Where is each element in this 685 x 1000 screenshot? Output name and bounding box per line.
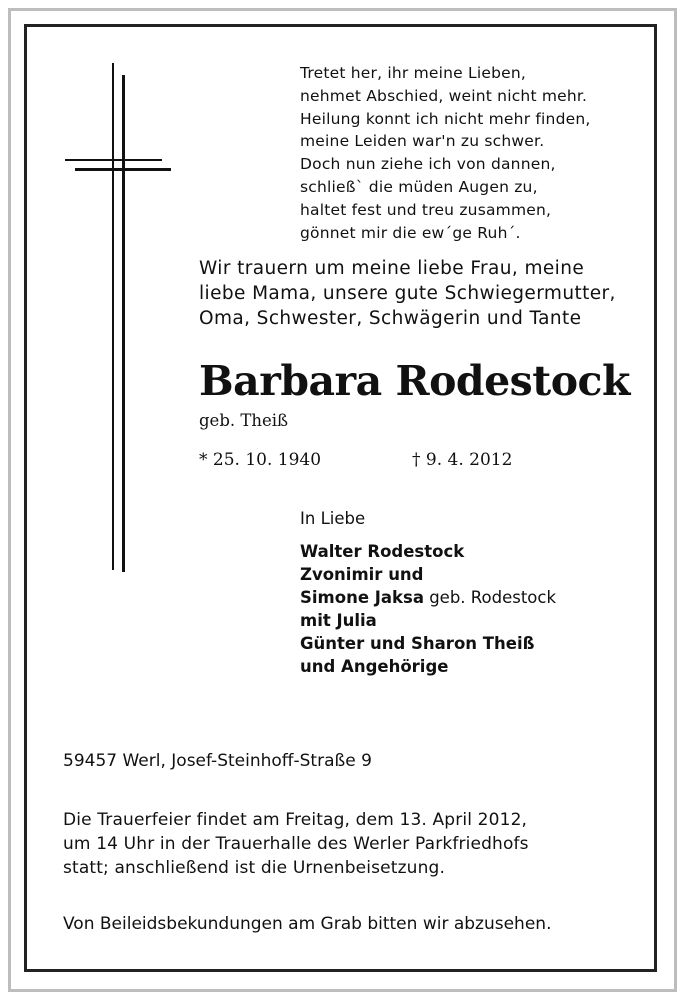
mourning-statement: [199, 256, 629, 331]
mourner-name: und Angehörige: [300, 657, 449, 676]
mourner-name: Günter und Sharon Theiß: [300, 634, 535, 653]
mourner-bold: Simone Jaksa: [300, 588, 424, 607]
statement-line: liebe Mama, unsere gute Schwiegermutter,: [199, 283, 616, 304]
poem-line: nehmet Abschied, weint nicht mehr.: [300, 86, 588, 105]
poem: [300, 62, 630, 244]
service-line: statt; anschließend ist die Urnenbeisetzung.: [63, 858, 446, 878]
poem-line: haltet fest und treu zusammen,: [300, 200, 552, 219]
in-love-label: In Liebe: [300, 509, 366, 528]
death-date: † 9. 4. 2012: [412, 450, 513, 470]
poem-line: Doch nun ziehe ich von dannen,: [300, 155, 556, 174]
statement-line: Wir trauern um meine liebe Frau, meine: [199, 258, 585, 279]
poem-line: Heilung konnt ich nicht mehr finden,: [300, 109, 591, 128]
statement-line: Oma, Schwester, Schwägerin und Tante: [199, 308, 582, 329]
condolence-note: Von Beileidsbekundungen am Grab bitten wir abzusehen.: [63, 914, 552, 934]
deceased-name: Barbara Rodestock: [199, 357, 630, 405]
service-line: um 14 Uhr in der Trauerhalle des Werler Parkfriedhofs: [63, 834, 529, 854]
poem-line: meine Leiden war'n zu schwer.: [300, 132, 545, 151]
poem-line: schließ` die müden Augen zu,: [300, 177, 538, 196]
birth-name: geb. Theiß: [199, 411, 289, 430]
family-address: 59457 Werl, Josef-Steinhoff-Straße 9: [63, 751, 372, 771]
mourner-name: Zvonimir und: [300, 565, 424, 584]
mourners-list: [300, 540, 640, 678]
mourner-name: Walter Rodestock: [300, 542, 465, 561]
service-line: Die Trauerfeier findet am Freitag, dem 13. April 2012,: [63, 810, 528, 830]
mourner-name: [300, 586, 640, 609]
poem-line: Tretet her, ihr meine Lieben,: [300, 64, 527, 82]
mourner-maiden: geb. Rodestock: [423, 588, 557, 607]
funeral-service-info: [63, 808, 633, 880]
mourner-name: mit Julia: [300, 611, 377, 630]
birth-date: * 25. 10. 1940: [199, 450, 322, 470]
poem-line: gönnet mir die ew´ge Ruh´.: [300, 223, 521, 242]
